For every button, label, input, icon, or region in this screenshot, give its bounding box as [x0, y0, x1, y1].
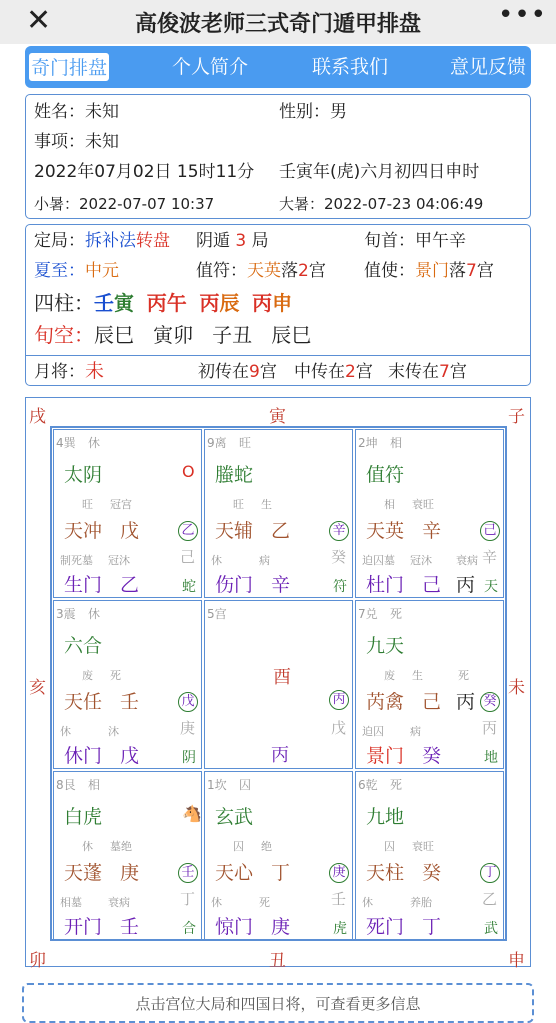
- palace-stem: 壬: [331, 890, 347, 908]
- palace-stem: 癸: [331, 548, 347, 566]
- tab-intro[interactable]: 个人简介: [171, 56, 248, 78]
- footer-hint: 点击宫位大局和四国日将，可查看更多信息: [22, 983, 534, 1023]
- branch-tr: 子: [508, 407, 525, 427]
- palace-circle: 戊: [178, 692, 198, 712]
- palace-stem: 丁: [180, 890, 196, 908]
- palace-star: 天辅: [215, 520, 254, 542]
- palace-cell[interactable]: [204, 429, 353, 598]
- palace-circle: 丙: [329, 690, 349, 710]
- palace-stem: 癸: [422, 862, 442, 884]
- xunkong-row: 旬空：辰巳 寅卯 子丑 辰巳: [34, 323, 312, 347]
- palace-stem: 己: [422, 691, 442, 713]
- solar-date: 2022年07月02日 15时11分: [34, 162, 255, 182]
- branch-ml: 亥: [29, 678, 46, 698]
- palace-small: 病: [259, 554, 270, 567]
- name-label: 姓名：未知: [34, 102, 119, 122]
- zhifu-label: 值符：天英落2宫: [196, 261, 326, 281]
- chuchuan: 初传在9宫: [198, 362, 277, 382]
- palace-stem: 庚: [271, 916, 291, 938]
- palace-stem: 丁: [271, 862, 291, 884]
- palace-star: 天任: [64, 691, 103, 713]
- palace-god: 六合: [64, 635, 103, 657]
- tab-contact[interactable]: 联系我们: [311, 56, 388, 78]
- top-bar: [0, 0, 556, 44]
- palace-small: 衰旺: [412, 840, 434, 853]
- palace-door: 景门: [366, 745, 405, 767]
- palace-circle: 乙: [178, 521, 198, 541]
- branch-tm: 寅: [269, 407, 286, 427]
- palace-door: 惊门: [215, 916, 254, 938]
- palace-cell[interactable]: [53, 600, 202, 769]
- yuejiang-label: 月将：未: [34, 360, 105, 382]
- palace-state: 休: [88, 436, 101, 450]
- sizhu-row: 四柱：壬寅 丙午 丙辰 丙申: [34, 291, 293, 315]
- palace-small: 衰病: [456, 554, 478, 567]
- palace-small: 病: [410, 725, 421, 738]
- palace-state: 死: [390, 607, 403, 621]
- matter-label: 事项：未知: [34, 132, 119, 152]
- palace-gua: 4巽: [56, 436, 76, 450]
- branch-mr: 未: [508, 678, 525, 698]
- palace-small: 休: [211, 896, 222, 909]
- palace-stem: 戊: [331, 719, 347, 737]
- palace-cell[interactable]: [53, 771, 202, 940]
- palace-small: 墓绝: [110, 840, 132, 853]
- palace-stem: 己: [422, 574, 442, 596]
- palace-stem: 己: [180, 548, 196, 566]
- palace-door: 死门: [366, 916, 405, 938]
- mochuan: 末传在7宫: [388, 362, 467, 382]
- palace-god: 九天: [366, 635, 405, 657]
- palace-god: 太阴: [64, 464, 103, 486]
- palace-state: 囚: [239, 778, 252, 792]
- palace-circle: 庚: [329, 863, 349, 883]
- palace-star: 天冲: [64, 520, 103, 542]
- gender-label: 性别：男: [279, 102, 347, 122]
- palace-cell[interactable]: [355, 600, 504, 769]
- palace-deity: 地: [484, 750, 498, 766]
- palace-cell[interactable]: [204, 600, 353, 769]
- palace-gua: 2坤: [358, 436, 378, 450]
- jieqi-1: 小暑：2022-07-07 10:37: [34, 195, 215, 213]
- branch-bl: 卯: [29, 951, 46, 971]
- palace-cell[interactable]: [355, 771, 504, 940]
- palace-small: 衰旺: [412, 498, 434, 511]
- palace-god: 白虎: [64, 806, 103, 828]
- palace-state: 死: [390, 778, 403, 792]
- more-icon[interactable]: •••: [498, 0, 548, 30]
- palace-star: 天蓬: [64, 862, 103, 884]
- palace-deity: 武: [484, 921, 498, 937]
- palace-branch: 酉: [273, 667, 291, 688]
- palace-deity: 阴: [182, 750, 196, 766]
- palace-grid: [50, 426, 507, 941]
- dingju-label: 定局：拆补法转盘: [34, 231, 170, 251]
- tab-feedback[interactable]: 意见反馈: [449, 56, 526, 78]
- nav-bar: [25, 46, 531, 88]
- palace-state: 休: [88, 607, 101, 621]
- palace-gua: 8艮: [56, 778, 76, 792]
- palace-cell[interactable]: [355, 429, 504, 598]
- branch-tl: 戌: [29, 407, 46, 427]
- palace-small: 死: [259, 896, 270, 909]
- palace-small: 冠宫: [110, 498, 132, 511]
- palace-gua: 9离: [207, 436, 227, 450]
- palace-stem: 丙: [271, 745, 289, 766]
- palace-deity: 合: [182, 921, 196, 937]
- palace-star: 天心: [215, 862, 254, 884]
- zhongchuan: 中传在2宫: [294, 362, 373, 382]
- palace-stem: 辛: [482, 548, 498, 566]
- branch-bm: 丑: [269, 951, 286, 971]
- palace-small: 旺: [82, 498, 93, 511]
- palace-cell[interactable]: [204, 771, 353, 940]
- xiazhi-label: 夏至：中元: [34, 261, 119, 281]
- palace-stem: 辛: [271, 574, 291, 596]
- palace-deity: 虎: [333, 921, 347, 937]
- palace-star: 天英: [366, 520, 405, 542]
- palace-god: 螣蛇: [215, 464, 254, 486]
- palace-door: 生门: [64, 574, 103, 596]
- palace-small: 衰病: [108, 896, 130, 909]
- palace-stem: 壬: [120, 916, 140, 938]
- qimen-grid: [25, 397, 531, 971]
- palace-small: 死: [458, 669, 469, 682]
- palace-small: 冠沐: [108, 554, 130, 567]
- palace-deity: 蛇: [182, 579, 196, 595]
- palace-state: 相: [88, 778, 101, 792]
- palace-stem: 戊: [120, 520, 140, 542]
- palace-stem: 庚: [180, 719, 196, 737]
- palace-mark: O: [182, 462, 195, 481]
- palace-stem: 壬: [120, 691, 140, 713]
- palace-deity: 符: [333, 579, 347, 595]
- palace-door: 休门: [64, 745, 103, 767]
- palace-stem: 乙: [271, 520, 291, 542]
- palace-mark: 🐴: [182, 804, 202, 823]
- palace-small: 废: [82, 669, 93, 682]
- page-title: 高俊波老师三式奇门遁甲排盘: [134, 12, 421, 37]
- jieqi-2: 大暑：2022-07-23 04:06:49: [279, 195, 484, 213]
- palace-small: 休: [362, 896, 373, 909]
- palace-stem: 癸: [422, 745, 442, 767]
- palace-small: 废: [384, 669, 395, 682]
- palace-small: 囚: [384, 840, 395, 853]
- palace-circle: 壬: [178, 863, 198, 883]
- palace-small: 囚: [233, 840, 244, 853]
- palace-stem: 丁: [422, 916, 442, 938]
- palace-stem: 丙: [456, 574, 476, 596]
- palace-small: 迫囚: [362, 725, 384, 738]
- ju-box: [25, 224, 531, 386]
- palace-gua: 1坎: [207, 778, 227, 792]
- palace-small: 绝: [261, 840, 272, 853]
- palace-state: 相: [390, 436, 403, 450]
- palace-god: 九地: [366, 806, 405, 828]
- palace-stem: 丙: [456, 691, 476, 713]
- close-icon[interactable]: ✕: [26, 3, 52, 38]
- palace-small: 迫囚墓: [362, 554, 395, 567]
- dun-label: 阴遁 3 局: [196, 231, 269, 251]
- palace-gua: 5宫: [207, 607, 227, 621]
- palace-small: 冠沐: [410, 554, 432, 567]
- palace-small: 相墓: [60, 896, 82, 909]
- xunshou-label: 旬首：甲午辛: [364, 231, 466, 251]
- palace-stem: 辛: [422, 520, 442, 542]
- palace-deity: 天: [484, 579, 498, 595]
- palace-gua: 7兑: [358, 607, 378, 621]
- palace-small: 制死墓: [60, 554, 93, 567]
- palace-small: 养胎: [410, 896, 432, 909]
- tab-qimen[interactable]: 奇门排盘: [28, 52, 110, 82]
- palace-small: 休: [60, 725, 71, 738]
- palace-small: 旺: [233, 498, 244, 511]
- palace-cell[interactable]: [53, 429, 202, 598]
- palace-circle: 己: [480, 521, 500, 541]
- palace-small: 死: [110, 669, 121, 682]
- palace-door: 伤门: [215, 574, 254, 596]
- palace-gua: 3震: [56, 607, 76, 621]
- palace-door: 杜门: [366, 574, 405, 596]
- palace-small: 休: [82, 840, 93, 853]
- palace-gua: 6乾: [358, 778, 378, 792]
- palace-star: 天柱: [366, 862, 405, 884]
- palace-god: 玄武: [215, 806, 254, 828]
- palace-stem: 丙: [482, 719, 498, 737]
- palace-small: 沐: [108, 725, 119, 738]
- palace-stem: 庚: [120, 862, 140, 884]
- palace-stem: 乙: [482, 890, 498, 908]
- palace-circle: 癸: [480, 692, 500, 712]
- palace-stem: 戊: [120, 745, 140, 767]
- branch-br: 申: [508, 951, 525, 971]
- palace-star: 芮禽: [366, 691, 405, 713]
- palace-small: 生: [412, 669, 423, 682]
- palace-stem: 乙: [120, 574, 140, 596]
- palace-small: 休: [211, 554, 222, 567]
- zhishi-label: 值使：景门落7宫: [364, 261, 494, 281]
- palace-circle: 辛: [329, 521, 349, 541]
- palace-god: 值符: [366, 464, 405, 486]
- palace-small: 生: [261, 498, 272, 511]
- lunar-date: 壬寅年(虎)六月初四日申时: [279, 162, 480, 182]
- palace-small: 相: [384, 498, 395, 511]
- palace-circle: 丁: [480, 863, 500, 883]
- info-box: [25, 94, 531, 219]
- palace-door: 开门: [64, 916, 103, 938]
- palace-state: 旺: [239, 436, 252, 450]
